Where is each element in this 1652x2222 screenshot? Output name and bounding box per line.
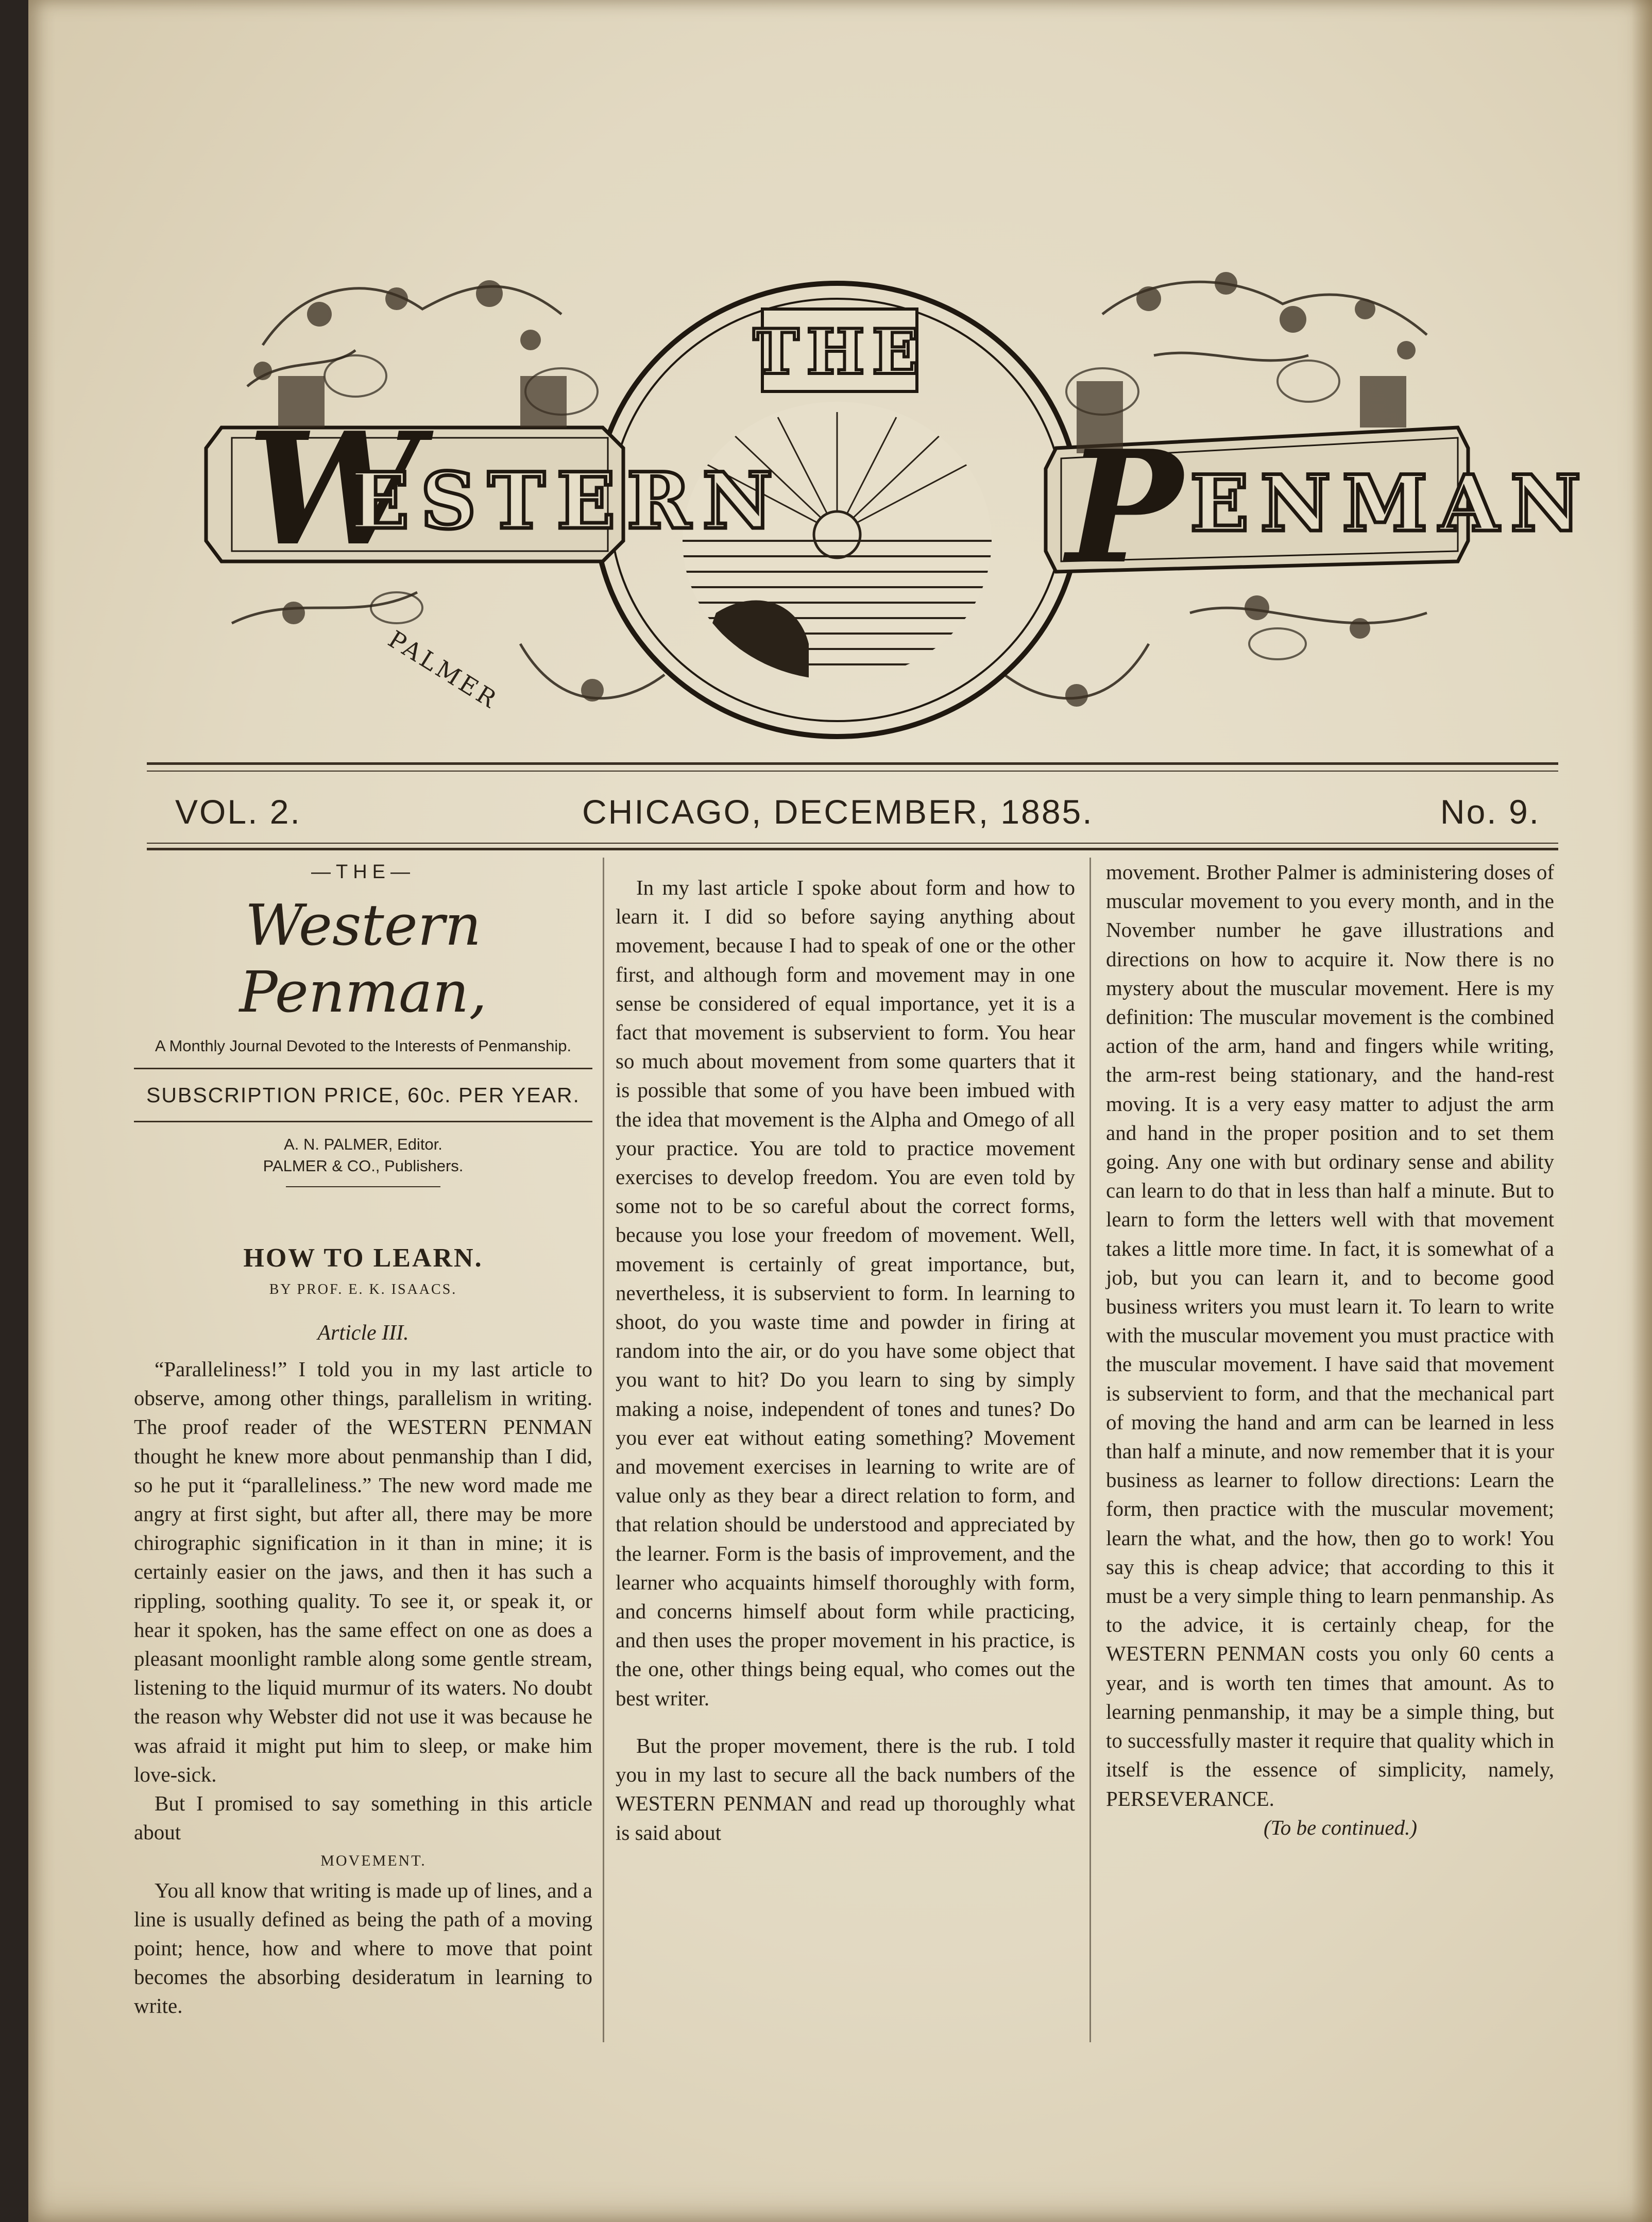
info-rule bbox=[134, 1121, 592, 1122]
column-1 bbox=[134, 858, 592, 2021]
editor-line: A. N. PALMER, Editor. bbox=[284, 1135, 442, 1154]
paragraph: In my last article I spoke about form and how to learn it. I did so before saying anything about movement, because I had to speak of one or the other first, and although form and movement may in one sense be considered of equal importance, yet it is a fact that movement is subservient to form. You hear so much about movement from some quarters that it is possible that some of you have been imbued with the idea that movement is the Alpha and Omego of all your practice. You are told to practice movement exercises to develop freedom. You are even told by some not to be so careful about the correct forms, because you lose your freedom of movement. Well, movement is certainly of great importance, but, nevertheless, it is subservient to form. In learning to shoot, do you waste time and powder in firing at random into the air, or do you have some object that you want to hit? Do you learn to sing by simply making a noise, independent of tones and tunes? Do you ever eat without eating something? Movement and movement exercises in learning to write are of value only as they bear a direct relation to form, and that relation should be understood and appreciated by the learner. Form is the basis of improvement, and the learner who acquaints himself thoroughly with form, and concerns himself about form while practicing, and then uses the proper movement in his practice, is the one, other things being equal, who comes out the best writer. bbox=[616, 876, 1075, 1710]
paragraph: But I promised to say something in this article about bbox=[134, 1791, 592, 1844]
section-heading: MOVEMENT. bbox=[320, 1852, 427, 1870]
article-byline: BY PROF. E. K. ISAACS. bbox=[269, 1281, 457, 1297]
masthead-illustration bbox=[201, 252, 1592, 737]
masthead-word-western: ESTERN bbox=[350, 456, 785, 546]
subscription-price: SUBSCRIPTION PRICE, 60c. PER YEAR. bbox=[146, 1083, 580, 1107]
place-date-label: CHICAGO, DECEMBER, 1885. bbox=[582, 793, 1094, 831]
article-subtitle: Article III. bbox=[317, 1321, 409, 1345]
masthead-the: THE bbox=[753, 316, 927, 388]
column-3 bbox=[1106, 858, 1554, 1842]
dateline-rule-top bbox=[147, 762, 1558, 765]
dateline-rule-bottom-thin bbox=[147, 843, 1558, 844]
issue-number-label: No. 9. bbox=[1440, 793, 1540, 831]
info-rule-short bbox=[286, 1186, 440, 1187]
page-edge-shadow bbox=[1631, 0, 1652, 2222]
volume-label: VOL. 2. bbox=[175, 793, 301, 831]
dateline bbox=[175, 792, 1540, 839]
paragraph: movement. Brother Palmer is administering doses of muscular movement to you every month, and in the November number he gave illustrations and directions on how to acquire it. Now there is no mystery about the muscular movement. Here is my definition: The muscular movement is the combined action of the arm, hand and fingers while writing, the arm-rest being stationary, and the hand-rest moving. It is a very easy matter to adjust the arm and hand in the proper position and to set them going. Any one with but ordinary sense and ability can learn to do that in less than half a minute. But to learn to form the letters well with that movement takes a little more time. In fact, it is somewhat of a job, but you can learn it, and to become good business writers you must learn it. To learn to write with the muscular movement you must practice with the muscular movement. I have said that movement is subservient to form, and that the mechanical part of moving the hand and arm can be learned in less than half a minute, and now remember that it is your business as learner to follow directions: Learn the form, then practice with the muscular movement; learn the what, and the how, then go to work! You say this is cheap advice; that according to this it must be a very simple thing to learn penmanship. As to the advice, it is certainly cheap, for the WESTERN PENMAN costs you only 60 cents a year, and is worth ten times that amount. As to learning penmanship, it may be a simple thing, but to successfully master it require that quality which in itself is the essence of simplicity, namely, PERSEVERANCE. bbox=[1106, 860, 1554, 1810]
dateline-rule-top-thin bbox=[147, 771, 1558, 772]
info-rule bbox=[134, 1068, 592, 1069]
column-2 bbox=[616, 873, 1075, 1847]
info-journal-title: Western Penman, bbox=[239, 892, 487, 1025]
paragraph: But the proper movement, there is the rub. I told you in my last to secure all the back numbers of the WESTERN PENMAN and read up thoroughly what is said about bbox=[616, 1733, 1075, 1844]
paragraph: You all know that writing is made up of lines, and a line is usually defined as being the path of a moving point; hence, how and where to move that point becomes the absorbing desideratum in learning to write. bbox=[134, 1878, 592, 2018]
masthead-word-penman: ENMAN bbox=[1190, 458, 1592, 549]
publisher-line: PALMER & CO., Publishers. bbox=[263, 1157, 464, 1175]
column-divider bbox=[1089, 858, 1091, 2042]
masthead-initial-w: W bbox=[247, 398, 421, 580]
article-title: HOW TO LEARN. bbox=[243, 1243, 483, 1273]
masthead-initial-p: P bbox=[1066, 416, 1183, 598]
info-description: A Monthly Journal Devoted to the Interests of Penmanship. bbox=[155, 1037, 572, 1055]
info-the: —THE— bbox=[311, 861, 415, 883]
artist-signature: PALMER bbox=[383, 625, 504, 715]
newspaper-page bbox=[28, 0, 1652, 2222]
paragraph: “Paralleliness!” I told you in my last article to observe, among other things, parallelism in writing. The proof reader of the WESTERN PENMAN thought he knew more about penmanship than I did, so he put it “paralleliness.” The new word made me angry at first sight, but after all, there may be more chirographic signification in it than in mine; it is certainly easier on the jaws, and then it has such a rippling, soothing quality. To see it, or speak it, or hear it spoken, has the same effect on one as does a pleasant moonlight ramble along some gentle stream, listening to the liquid murmur of its waters. No doubt the reason why Webster did not use it was because he was afraid it might put him to sleep, or make him love-sick. bbox=[134, 1357, 592, 1786]
column-divider bbox=[603, 858, 604, 2042]
continued-note: (To be continued.) bbox=[1264, 1815, 1417, 1839]
dateline-rule-bottom bbox=[147, 848, 1558, 850]
